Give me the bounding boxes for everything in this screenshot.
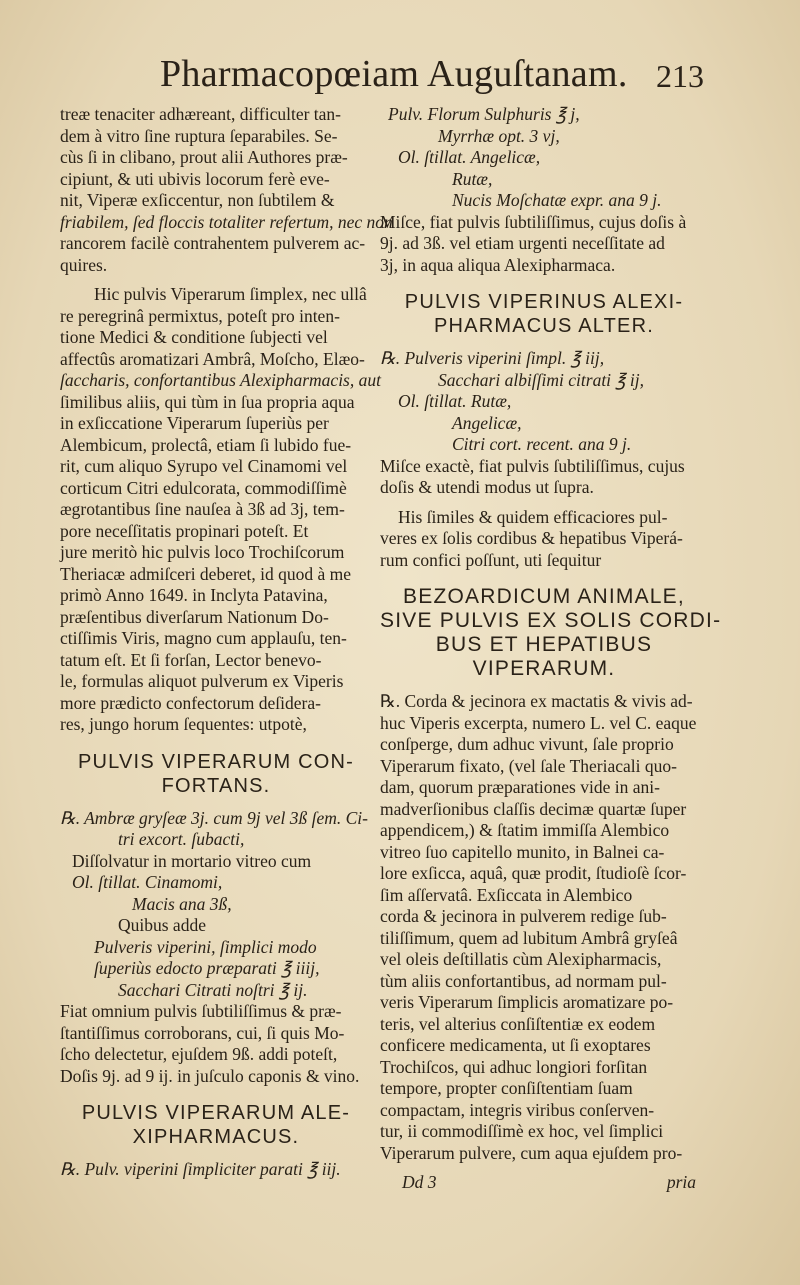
recipe-line: ℞. Pulv. viperini ſimpliciter parati ℥ iij. (60, 1159, 341, 1179)
text-line: primò Anno 1649. in Inclyta Patavina, (60, 585, 328, 605)
text-line: dam, quorum præparationes vide in ani- (380, 777, 660, 797)
text-line: conſperge, dum adhuc vivunt, ſale proprio (380, 734, 674, 754)
text-line: Theriacæ admiſceri deberet, id quod à me (60, 563, 352, 584)
text-line: nit, Viperæ exſiccentur, non ſubtilem & (60, 190, 335, 210)
text-line: tùm aliis confortantibus, ad normam pul- (380, 970, 667, 991)
recipe-line: tri excort. ſubacti, (118, 829, 245, 849)
text-line: compactam, integris viribus conſerven- (380, 1099, 655, 1120)
heading-line: PULVIS VIPERINUS ALEXI- (404, 291, 684, 313)
heading-line: VIPERARUM. (472, 657, 616, 680)
recipe-line: Sacchari Citrati noſtri ℥ ij. (118, 979, 308, 1000)
text-line: ſimilibus aliis, qui tùm in ſua propria aqua (60, 391, 355, 412)
text-line: Trochiſcos, qui adhuc longiori forſitan (380, 1056, 648, 1077)
paragraph-misce-exacte (380, 456, 708, 499)
recipe-line: Rutæ, (452, 168, 493, 189)
text-line: cipiunt, & uti ubivis locorum ferè eve- (60, 168, 330, 189)
text-line: rit, cum aliquo Syrupo vel Cinamomi vel (60, 456, 348, 476)
text-line: rancorem facilè contrahentem pulverem ac- (60, 233, 366, 253)
recipe-line: ℞. Ambræ gryſeæ 3j. cum 9j vel 3ß ſem. Ci- (60, 807, 368, 828)
text-line: Doſis 9j. ad 9 ij. in juſculo caponis & vino. (60, 1065, 360, 1086)
text-line: friabilem, ſed floccis totaliter refertum, nec non (60, 211, 393, 232)
recipe-line: Ol. ſtillat. Rutæ, (398, 391, 512, 411)
recipe-line: Sacchari albiſſimi citrati ℥ ij, (438, 369, 645, 390)
text-line: veres ex ſolis cordibus & hepatibus Viperá- (380, 528, 683, 548)
text-line: jure meritò hic pulvis loco Trochiſcorum (60, 542, 345, 562)
text-line: veris Viperarum ſimplicis aromatizare po- (380, 992, 674, 1012)
page-number: 213 (656, 58, 704, 94)
section-heading (60, 1101, 372, 1149)
text-line: Miſce exactè, fiat pulvis ſubtiliſſimus, cujus (380, 455, 685, 476)
text-line: præſentibus diverſarum Nationum Do- (60, 606, 329, 627)
heading-line: PULVIS VIPERARUM CON- (78, 750, 354, 773)
text-line: more prædicto confectorum deſidera- (60, 692, 321, 713)
text-line: tiliſſimum, quem ad lubitum Ambrâ gryſeâ (380, 927, 678, 948)
text-line: appendicem,) & ſtatim immiſſa Alembico (380, 820, 670, 840)
paragraph-intro (60, 104, 393, 276)
text-line: madverſionibus claſſis decimæ quartæ ſuper (380, 798, 687, 819)
text-line: tione Medici & conditione ſubjecti vel (60, 327, 328, 347)
running-head (0, 52, 800, 102)
text-line: quires. (60, 254, 108, 275)
text-line: ſtantiſſimus corroborans, cui, ſi quis Mo- (60, 1022, 345, 1043)
text-line: rum confici poſſunt, uti ſequitur (380, 549, 602, 570)
text-line: in exſiccatione Viperarum ſuperiùs per (60, 413, 329, 433)
text-line: treæ tenaciter adhæreant, difficulter tan- (60, 104, 342, 124)
recipe-line: Pulveris viperini, ſimplici modo (94, 936, 317, 957)
left-column (60, 104, 393, 1181)
text-line: 3j, in aqua aliqua Alexipharmaca. (380, 254, 616, 275)
recipe-alexipharmacus (380, 104, 708, 212)
text-line: lore exſicca, aquâ, quæ prodit, ſtudioſè ſcor- (380, 863, 687, 883)
heading-line: PHARMACUS ALTER. (434, 315, 654, 337)
recipe-line: Citri cort. recent. ana 9 j. (452, 434, 632, 454)
text-line: vitreo ſuo capitello munito, in Balnei ca- (380, 841, 665, 862)
text-line: doſis & utendi modus ut ſupra. (380, 477, 594, 497)
section-heading (60, 750, 372, 798)
signature-mark: Dd 3 (402, 1172, 437, 1192)
text-line: Viperarum fixato, (vel ſale Theriacali quo- (380, 755, 677, 776)
paragraph-corda (380, 691, 708, 1164)
catchword: pria (666, 1172, 696, 1192)
recipe-line: Quibus adde (118, 915, 206, 935)
recipe-alter (380, 348, 708, 456)
heading-line: PULVIS VIPERARUM ALE- (81, 1102, 351, 1124)
paragraph-fiat (60, 1001, 372, 1087)
text-line: corda & jecinora in pulverem redige ſub- (380, 906, 667, 926)
recipe-line: Ol. ſtillat. Angelicæ, (398, 147, 541, 167)
recipe-line: Ol. ſtillat. Cinamomi, (72, 872, 223, 892)
heading-line: FORTANS. (161, 774, 271, 797)
text-line: tatum eſt. Et ſi forſan, Lector benevo- (60, 649, 322, 670)
recipe-confortans (60, 808, 372, 1002)
text-line: vel oleis deſtillatis cùm Alexipharmacis, (380, 949, 662, 969)
recipe-line: Nucis Moſchatæ expr. ana 9 j. (452, 190, 662, 210)
right-column (380, 104, 722, 1164)
text-line: tempore, propter conſiſtentiam ſuam (380, 1078, 633, 1098)
recipe-line: Macis ana 3ß, (132, 893, 232, 914)
recipe-line: Pulv. Florum Sulphuris ℥ j, (388, 104, 580, 124)
text-line: tur, ii commodiſſimè ex hoc, vel ſimplici (380, 1121, 664, 1141)
recipe-line: ſuperiùs edocto præparati ℥ iiij, (94, 958, 320, 978)
text-line: Hic pulvis Viperarum ſimplex, nec ullâ (94, 284, 367, 304)
text-line: Fiat omnium pulvis ſubtiliſſimus & præ- (60, 1001, 342, 1021)
running-title: Pharmacopœiam Auguſtanam. (160, 53, 628, 95)
text-line: teris, vel alterius conſiſtentiæ ex eodem (380, 1013, 656, 1034)
section-heading (380, 585, 722, 681)
text-line: Viperarum pulvere, cum aqua ejuſdem pro- (380, 1142, 683, 1163)
heading-line: XIPHARMACUS. (132, 1126, 300, 1148)
paragraph-his-similes (380, 507, 708, 572)
section-heading (380, 290, 708, 338)
heading-line: SIVE PULVIS EX SOLIS CORDI- (380, 609, 722, 632)
text-line: ſaccharis, confortantibus Alexipharmacis, aut (60, 370, 381, 390)
text-line: Alembicum, prolectâ, etiam ſi lubido fue- (60, 434, 352, 455)
paragraph-hic-pulvis (60, 284, 381, 736)
text-line: corticum Citri edulcorata, commodiſſimè (60, 477, 347, 498)
text-line: 9j. ad 3ß. vel etiam urgenti neceſſitate ad (380, 233, 665, 253)
text-line: ſim aſſervatâ. Exſiccata in Alembico (380, 884, 633, 905)
text-line: ſcho delectetur, ejuſdem 9ß. addi poteſt, (60, 1044, 338, 1064)
heading-line: BEZOARDICUM ANIMALE, (403, 585, 685, 608)
text-line: Miſce, fiat pulvis ſubtiliſſimus, cujus doſis à (380, 211, 687, 232)
text-line: His ſimiles & quidem efficaciores pul- (398, 506, 668, 527)
text-line: ægrotantibus ſine nauſea à 3ß ad 3j, tem- (60, 499, 345, 519)
heading-line: BUS ET HEPATIBUS (435, 633, 653, 656)
text-line: huc Viperis excerpta, numero L. vel C. eaque (380, 712, 697, 733)
text-line: ctiſſimis Viris, magno cum applauſu, ten- (60, 628, 347, 648)
text-line: affectûs aromatizari Ambrâ, Moſcho, Elæo- (60, 348, 365, 369)
text-line: res, jungo horum ſequentes: utpotè, (60, 714, 307, 734)
text-line: cùs ſi in clibano, prout alii Authores præ- (60, 147, 348, 167)
text-line: re peregrinâ permixtus, poteſt pro inten- (60, 305, 340, 326)
recipe-line: ℞. Pulveris viperini ſimpl. ℥ iij, (380, 348, 605, 368)
text-line: dem à vitro ſine ruptura ſeparabiles. Se- (60, 125, 338, 146)
text-line: pore neceſſitatis propinari poteſt. Et (60, 520, 309, 541)
text-line: ℞. Corda & jecinora ex mactatis & vivis ad- (380, 691, 693, 711)
text-line: le, formulas aliquot pulverum ex Viperis (60, 671, 344, 691)
paragraph-misce (380, 212, 708, 277)
recipe-line: Myrrhæ opt. 3 vj, (438, 125, 560, 146)
recipe-line: Angelicæ, (452, 412, 522, 433)
recipe-line: Diſſolvatur in mortario vitreo cum (72, 850, 312, 871)
text-line: conficere medicamenta, ut ſi exoptares (380, 1035, 651, 1055)
